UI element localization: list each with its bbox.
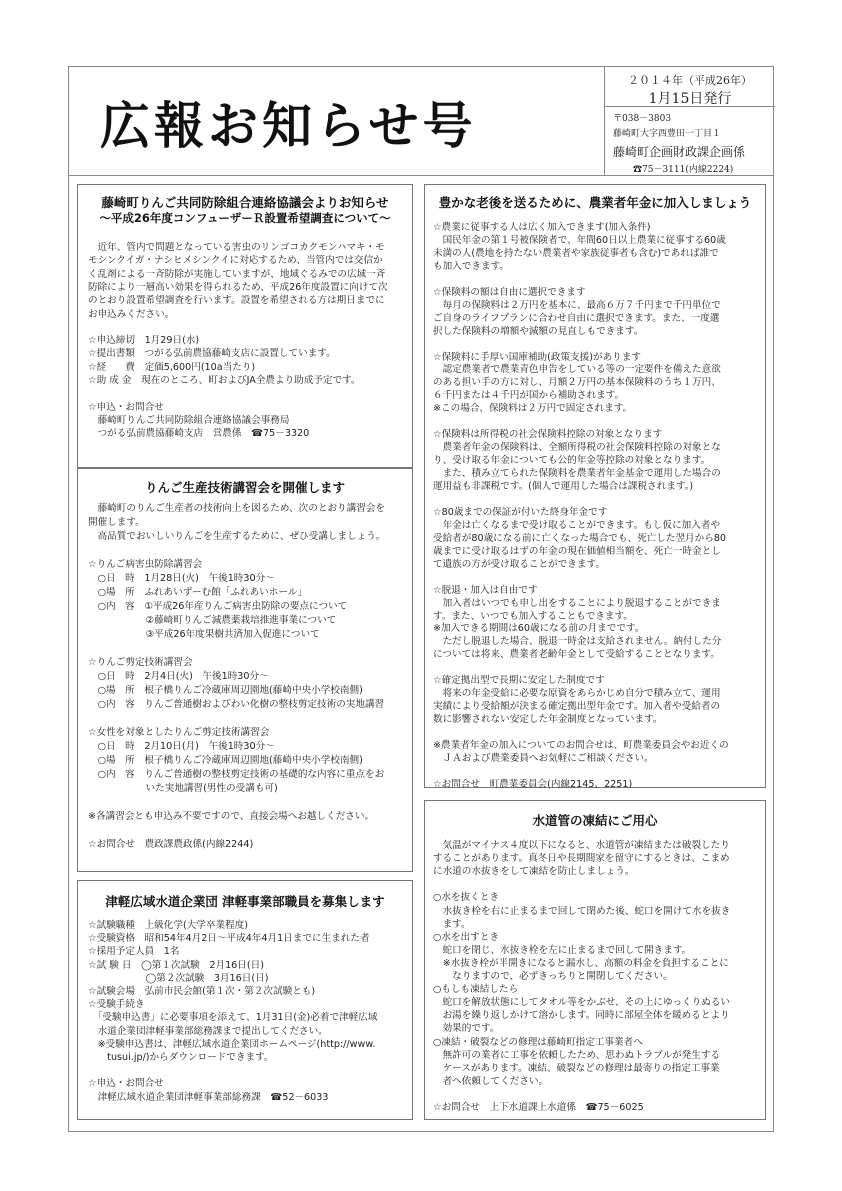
body-line: 択した保険料の増額や減額の見直しもできます。 [433, 325, 644, 337]
article-apple-pest-control [77, 184, 413, 468]
body-line: ※加入できる期間は60歳になる前の月までです。 [433, 623, 645, 635]
issue-info [604, 66, 774, 176]
body-line: 水抜き栓を右に止まるまで回して閉めた後、蛇口を開けて水を抜き [433, 905, 731, 917]
body-line: 藤崎町のりんご生産者の技術向上を図るため、次のとおり講習会を [88, 503, 386, 514]
body-line: ○日 時 1月28日(火) 午後1時30分～ [88, 573, 275, 584]
article-title: 藤崎町りんご共同防除組合連絡協議会よりお知らせ [101, 195, 389, 210]
body-line: ☆お問合せ 農政課農政係(内線2244) [88, 839, 254, 850]
article-subtitle: ～平成26年度コンフューザーＲ設置希望調査について～ [99, 211, 391, 225]
body-line: ケースがあります。凍結、破裂などの修理は最寄りの指定工事業 [433, 1062, 720, 1074]
body-line: 無許可の業者に工事を依頼したため、思わぬトラブルが発生する [433, 1049, 721, 1061]
body-line: 国民年金の第１号被保険者で、年間60日以上農業に従事する60歳 [433, 234, 726, 246]
body-line: 高品質でおいしいりんごを生産するために、ぜひ受講しましょう。 [88, 531, 386, 542]
body-line: 者へ依頼してください。 [433, 1075, 549, 1087]
body-line: ☆採用予定人員 1名 [88, 946, 180, 958]
body-line: 数に影響されない安定した年金制度となっています。 [433, 714, 663, 726]
article-apple-workshop [77, 468, 413, 872]
body-line: ☆試験職種 上級化学(大学卒業程度) [88, 920, 248, 931]
article-pipe-freeze [424, 800, 766, 1120]
postal-code: 〒038－3803 [613, 114, 672, 124]
body-line: することがあります。真冬日や長期間家を留守にするときは、こまめ [433, 853, 730, 865]
body-line: 蛇口を閉じ、水抜き栓を左に止まるまで回して開きます。 [433, 944, 692, 956]
publisher-dept: 藤崎町企画財政課企画係 [613, 145, 746, 159]
body-line: ○場 所 根子橋りんご冷蔵庫周辺園地(藤崎中央小学校南側) [88, 685, 363, 696]
body-line: ☆お問合せ 上下水道課上水道係 ☎75－6025 [433, 1102, 644, 1113]
body-line: なりますので、必ずきっちりと開閉してください。 [433, 971, 673, 982]
body-line: ☆りんご剪定技術講習会 [88, 657, 193, 668]
body-line: 未満の人(農地を持たない農業者や家族従事者も含む)であれば誰で [433, 247, 719, 259]
body-line: 歳までに受け取るはずの年金の現在価値相当額を、死亡一時金とし [433, 545, 721, 557]
body-line: ◯第２次試験 3月16日(日) [88, 972, 269, 984]
body-line: り、受け取る年金についても公的年金等控除の対象となります。 [433, 455, 711, 467]
body-line: ②藤崎町りんご減農薬栽培推進事業について [88, 615, 337, 626]
body-line: ☆確定拠出型で長期に安定した制度です [433, 675, 605, 687]
body-line: ただし脱退した場合、脱退一時金は支給されません。納付した分 [433, 636, 722, 648]
body-line: ☆申込締切 1月29日(水) [88, 335, 200, 347]
body-line: ※農業者年金の加入についてのお問合せは、町農業委員会やお近くの [433, 740, 729, 751]
body-line: 津軽広域水道企業団津軽事業部総務課 ☎52－6033 [88, 1091, 329, 1103]
body-line: ○内 容 りんご普通樹およびわい化樹の整枝剪定技術の実地講習 [88, 699, 385, 710]
body-line: いた実地講習(男性の受講も可) [88, 783, 278, 794]
body-line: のある担い手の方に対し、月額２万円の基本保険料のうち１万円、 [433, 377, 721, 389]
body-line: も加入できます。 [433, 260, 509, 272]
body-line: 近年、管内で問題となっている害虫のリンゴコカクモンハマキ・モ [88, 242, 385, 253]
body-line: ☆経 費 定価5,600円(10a当たり) [88, 361, 256, 373]
body-line: ＪＡおよび農業委員へお気軽にご相談ください。 [433, 752, 654, 764]
body-line: ※各講習会とも申込み不要ですので、直接会場へお越しください。 [88, 811, 375, 822]
article-title: 津軽広域水道企業団 津軽事業部職員を募集します [105, 894, 385, 909]
body-line: お申込みください。 [88, 308, 175, 320]
body-line: ☆女性を対象としたりんご剪定技術講習会 [88, 727, 270, 738]
body-line: また、積み立てられた保険料を農業者年金基金で運用した場合の [433, 468, 721, 480]
body-line: ☆提出書類 つがる弘前農協藤崎支店に設置しています。 [88, 348, 336, 360]
body-line: す。また、いつでも加入することもできます。 [433, 610, 633, 622]
body-line: 受給者が80歳になる前に亡くなった場合でも、死亡した翌月から80 [433, 532, 727, 544]
article-water-utility-hiring [77, 880, 413, 1120]
body-line: ☆お問合せ 町農業委員会(内線2145、2251) [433, 778, 633, 790]
body-line: ☆農業に従事する人は広く加入できます(加入条件) [433, 222, 651, 233]
body-line: ６千円または４千円が国から補助されます。 [433, 390, 625, 402]
body-line: ☆りんご病害虫防除講習会 [88, 559, 203, 570]
body-line: 認定農業者で農業青色申告をしている等の一定要件を備えた意欲 [433, 364, 721, 376]
body-line: 実績により受給額が決まる確定拠出型年金です。加入者や受給者の [433, 701, 721, 713]
body-line: ☆保険料は所得税の社会保険料控除の対象となります [433, 429, 663, 441]
body-line: 効果的です。 [433, 1023, 500, 1035]
address: 藤崎町大字西豊田一丁目１ [613, 129, 722, 139]
body-line: ○場 所 ふれあいずーむ館「ふれあいホール」 [88, 587, 307, 598]
article-title: 水道管の凍結にご用心 [532, 813, 658, 828]
body-line: ○内 容 ①平成26年産りんご病害虫防除の要点について [88, 601, 348, 612]
body-line: 気温がマイナス４度以下になると、水道管が凍結または破裂したり [433, 840, 730, 851]
body-line: 蛇口を解放状態にしてタオル等をかぶせ、その上にゆっくりぬるい [433, 997, 731, 1009]
body-line: 開催します。 [88, 517, 145, 528]
body-line: 毎月の保険料は２万円を基本に、最高６万７千円まで千円単位で [433, 299, 721, 311]
body-line: く乱剤による一斉防除が実施していますが、地域ぐるみでの広域一斉 [88, 268, 386, 280]
body-line: ○凍結・破裂などの修理は藤崎町指定工事業者へ [433, 1036, 643, 1048]
body-line: 加入者はいつでも申し出をすることにより脱退することができま [433, 597, 721, 609]
body-line: お湯を繰り返しかけて溶かします。同時に部屋全体を暖めるとより [433, 1010, 730, 1022]
body-line: ☆80歳までの保証が付いた終身年金です [433, 506, 608, 518]
body-line: ○水を抜くとき [433, 892, 499, 904]
body-line: ☆受験手続き [88, 999, 145, 1011]
body-line: ご自身のライフプランに合わせ自由に選択できます。また、一度選 [433, 312, 720, 324]
body-line: ☆受験資格 昭和54年4月2日～平成4年4月1日までに生まれた者 [88, 933, 370, 945]
body-line: モシンクイガ・ナシヒメシンクイに対応するため、当管内では交信か [88, 255, 383, 267]
body-line: tusui.jp/)からダウンロードできます。 [88, 1052, 274, 1063]
body-line: ○水を出すとき [433, 931, 499, 943]
body-line: ☆保険料の額は自由に選択できます [433, 286, 586, 298]
body-line: ※水抜き栓が半開きになると漏水し、高額の料金を負担することに [433, 957, 729, 969]
body-line: ☆試 験 日 ◯第１次試験 2月16日(日) [88, 959, 264, 971]
body-line: ※受験申込書は、津軽広域水道企業団ホームページ(http://www. [88, 1038, 376, 1050]
article-title: 豊かな老後を送るために、農業者年金に加入しましょう [438, 195, 752, 210]
body-line: ☆申込・お問合せ [88, 401, 164, 413]
body-line: ☆助 成 金 現在のところ、町およびJA全農より助成予定です。 [88, 375, 361, 386]
body-line: ○もしも凍結したら [433, 984, 519, 996]
body-line: ○場 所 根子橋りんご冷蔵庫周辺園地(藤崎中央小学校南側) [88, 755, 363, 766]
body-line: 防除により一層高い効果を得られるため、平成26年度設置に向けて次 [88, 281, 388, 293]
body-line: つがる弘前農協藤崎支店 営農係 ☎75－3320 [88, 428, 310, 440]
issue-divider [605, 106, 775, 107]
body-line: ます。 [433, 918, 471, 930]
body-line: ※この場合、保険料は２万円で固定されます。 [433, 403, 633, 415]
publisher-phone: ☎75－3111(内線2224) [633, 165, 734, 175]
article-title: りんご生産技術講習会を開催します [144, 480, 345, 495]
body-line: ○日 時 2月10日(月) 午後1時30分～ [88, 741, 275, 752]
body-line: 「受験申込書」に必要事項を添えて、1月31日(金)必着で津軽広域 [88, 1012, 378, 1024]
issue-year: ２０１４年（平成26年） [628, 74, 752, 87]
body-line: 水道企業団津軽事業部総務課まで提出してください。 [88, 1025, 328, 1037]
body-line: 運用益も非課税です。(個人で運用した場合は課税されます。) [433, 481, 694, 492]
body-line: ③平成26年度果樹共済加入促進について [88, 629, 320, 640]
body-line: 将来の年金受給に必要な原資をあらかじめ自分で積み立て、運用 [433, 688, 721, 700]
body-line: ☆申込・お問合せ [88, 1078, 164, 1090]
body-line: に水道の水抜きをして凍結を防止しましょう。 [433, 866, 635, 878]
body-line: 年金は亡くなるまで受け取ることができます。もし仮に加入者や [433, 519, 721, 531]
issue-date: 1月15日発行 [648, 91, 732, 107]
body-line: については将来、農業者老齢年金として受給することとなります。 [433, 649, 720, 661]
body-line: 農業者年金の保険料は、全額所得税の社会保険料控除の対象とな [433, 442, 721, 454]
body-line: ☆脱退・加入は自由です [433, 584, 538, 596]
body-line: ☆試験会場 弘前市民会館(第１次・第２次試験とも) [88, 986, 316, 997]
body-line: 藤崎町りんご共同防除組合連絡協議会事務局 [88, 414, 290, 426]
body-line: ○内 容 りんご普通樹の整枝剪定技術の基礎的な内容に重点をお [88, 769, 385, 780]
article-farmer-pension [424, 184, 766, 788]
body-line: ○日 時 2月4日(火) 午後1時30分～ [88, 671, 269, 682]
body-line: のとおり設置希望調査を行います。設置を希望される方は期日までに [88, 295, 385, 307]
body-line: て遺族の方が受け取ることができます。 [433, 558, 605, 570]
page-title: 広報お知らせ号 [100, 96, 477, 155]
body-line: ☆保険料に手厚い国庫補助(政策支援)があります [433, 351, 641, 363]
